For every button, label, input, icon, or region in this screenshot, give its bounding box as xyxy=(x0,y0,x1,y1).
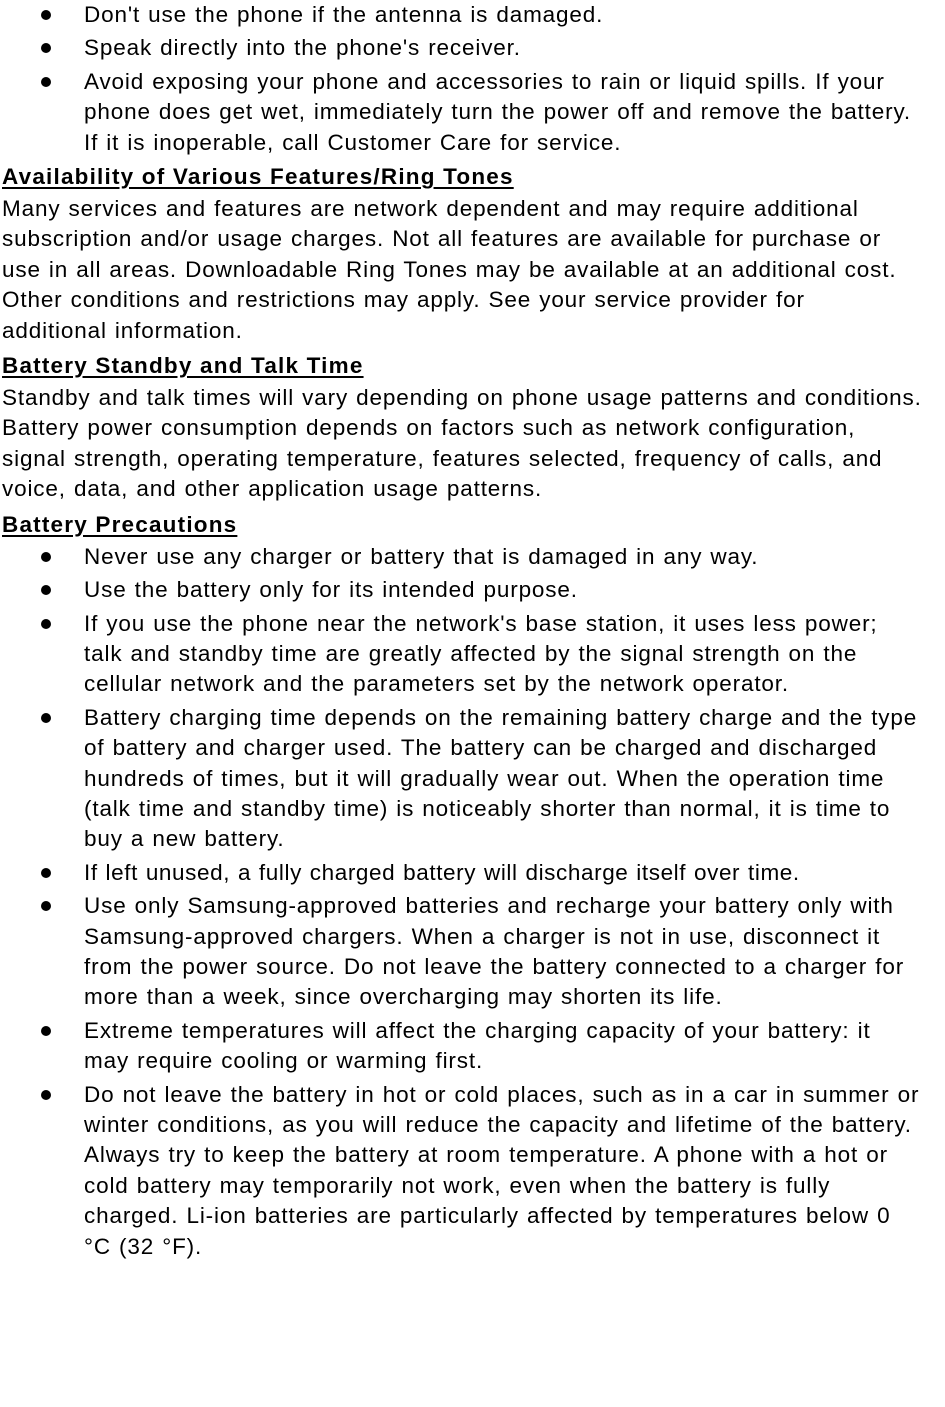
list-item xyxy=(0,1016,945,1077)
section-paragraph: Many services and features are network dependent and may require additional subscription and/or usage charges. Not all features are available for purchase or use in all areas. Downloadable Ring Tones may be available at an additional cost. Other conditions and restrictions may apply. See your service provider for additional information. xyxy=(2,196,897,343)
list-item-text: Use only Samsung-approved batteries and recharge your battery only with Samsung-approved chargers. When a charger is not in use, disconnect it from the power source. Do not leave the battery connected to a charger for more than a week, since overcharging may shorten its life. xyxy=(84,893,905,1010)
list-item-text: Never use any charger or battery that is damaged in any way. xyxy=(84,543,759,569)
availability-section xyxy=(0,161,945,346)
list-item xyxy=(0,703,945,855)
list-item-text: Use the battery only for its intended purpose. xyxy=(84,577,578,603)
list-item xyxy=(0,575,945,605)
bullet-icon xyxy=(41,619,51,629)
bullet-icon xyxy=(41,1026,51,1036)
top-bullet-list xyxy=(0,0,945,158)
bullet-icon xyxy=(41,713,51,723)
list-item-text: Extreme temperatures will affect the charging capacity of your battery: it may require cooling or warming first. xyxy=(84,1017,871,1074)
battery-precautions-section xyxy=(0,509,945,1262)
list-item-text: Don't use the phone if the antenna is damaged. xyxy=(84,2,604,27)
list-item-text: Speak directly into the phone's receiver. xyxy=(84,35,521,61)
list-item xyxy=(0,33,945,63)
bullet-icon xyxy=(41,10,51,20)
list-item xyxy=(0,891,945,1013)
section-heading: Availability of Various Features/Ring Tones xyxy=(2,164,514,190)
list-item-text: If left unused, a fully charged battery will discharge itself over time. xyxy=(84,859,800,885)
section-heading: Battery Precautions xyxy=(2,511,238,537)
bullet-icon xyxy=(41,901,51,911)
bullet-icon xyxy=(41,868,51,878)
battery-standby-section xyxy=(0,350,945,505)
list-item xyxy=(0,0,945,30)
list-item-text: Do not leave the battery in hot or cold places, such as in a car in summer or winter conditions, as you will reduce the capacity and lifetime of the battery. Always try to keep the battery at room temperature. A phone with a hot or cold battery may temporarily not work, even when the battery is fully charged. Li-ion batteries are particularly affected by temperatures below 0 °C (32 °F). xyxy=(84,1081,920,1259)
bullet-icon xyxy=(41,1090,51,1100)
list-item-text: Battery charging time depends on the remaining battery charge and the type of battery and charger used. The battery can be charged and discharged hundreds of times, but it will gradually wear out. When the operation time (talk time and standby time) is noticeably shorter than normal, it is time to buy a new battery. xyxy=(84,704,918,852)
list-item xyxy=(0,858,945,888)
precautions-bullet-list xyxy=(0,542,945,1262)
section-paragraph: Standby and talk times will vary depending on phone usage patterns and conditions. Battery power consumption depends on factors such as network configuration, signal strength, operating temperature, features selected, frequency of calls, and voice, data, and other application usage patterns. xyxy=(2,385,922,502)
bullet-icon xyxy=(41,585,51,595)
list-item xyxy=(0,67,945,158)
bullet-icon xyxy=(41,43,51,53)
list-item xyxy=(0,609,945,700)
bullet-icon xyxy=(41,77,51,87)
list-item-text: If you use the phone near the network's base station, it uses less power; talk and standby time are greatly affected by the signal strength on the cellular network and the parameters set by the network operator. xyxy=(84,610,878,697)
list-item xyxy=(0,542,945,572)
list-item xyxy=(0,1080,945,1262)
bullet-icon xyxy=(41,552,51,562)
section-heading: Battery Standby and Talk Time xyxy=(2,353,364,379)
list-item-text: Avoid exposing your phone and accessories to rain or liquid spills. If your phone does get wet, immediately turn the power off and remove the battery. If it is inoperable, call Customer Care for service. xyxy=(84,68,912,155)
